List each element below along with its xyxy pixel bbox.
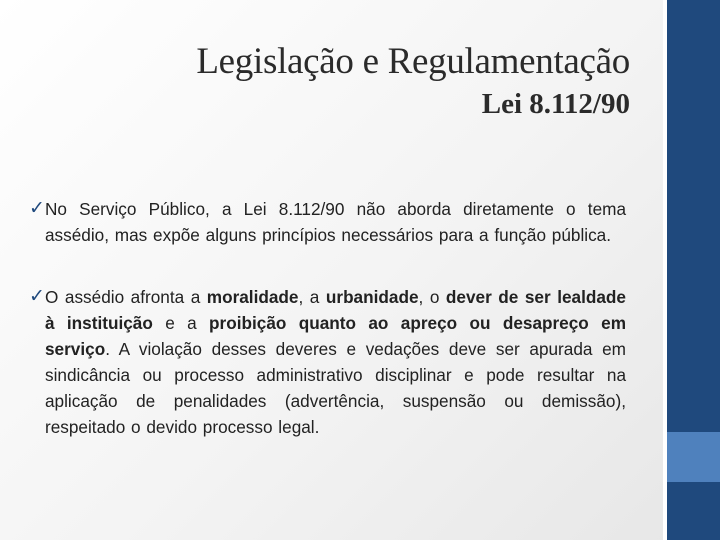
slide-title: Legislação e Regulamentação [196, 41, 630, 82]
bullet-item-1 [29, 196, 626, 248]
bullet-item-2 [29, 284, 626, 440]
bullet-2-emphasis-dever: dever de ser lealdade à instituição [45, 287, 626, 333]
bullet-list [29, 196, 626, 440]
check-icon: ✓ [29, 286, 45, 307]
bullet-2-text [45, 287, 626, 437]
bullet-2-text-part: . A violação desses deveres e vedações deve ser apurada em sindicância ou processo administrativo disciplinar e pode resultar na aplicação de penalidades (advertência, suspensão ou demissão), respeitado o devido processo legal. [45, 339, 626, 437]
bullet-2-text-part: , a [298, 287, 326, 307]
bullet-2-text-part: , o [418, 287, 446, 307]
bullet-2-text-part: O assédio afronta a [45, 287, 207, 307]
side-divider [663, 0, 667, 540]
check-icon: ✓ [29, 198, 45, 219]
bullet-2-emphasis-moralidade: moralidade [206, 287, 299, 307]
bullet-1-text: No Serviço Público, a Lei 8.112/90 não aborda diretamente o tema assédio, mas expõe alguns princípios necessários para a função pública. [45, 199, 626, 245]
bullet-2-text-part: e a [152, 313, 210, 333]
bullet-2-emphasis-urbanidade: urbanidade [325, 287, 419, 307]
bullet-2-emphasis-proibicao: proibição quanto ao apreço ou desapreço em serviço [45, 313, 626, 359]
side-band-accent [667, 432, 720, 482]
slide-subtitle: Lei 8.112/90 [481, 88, 630, 120]
